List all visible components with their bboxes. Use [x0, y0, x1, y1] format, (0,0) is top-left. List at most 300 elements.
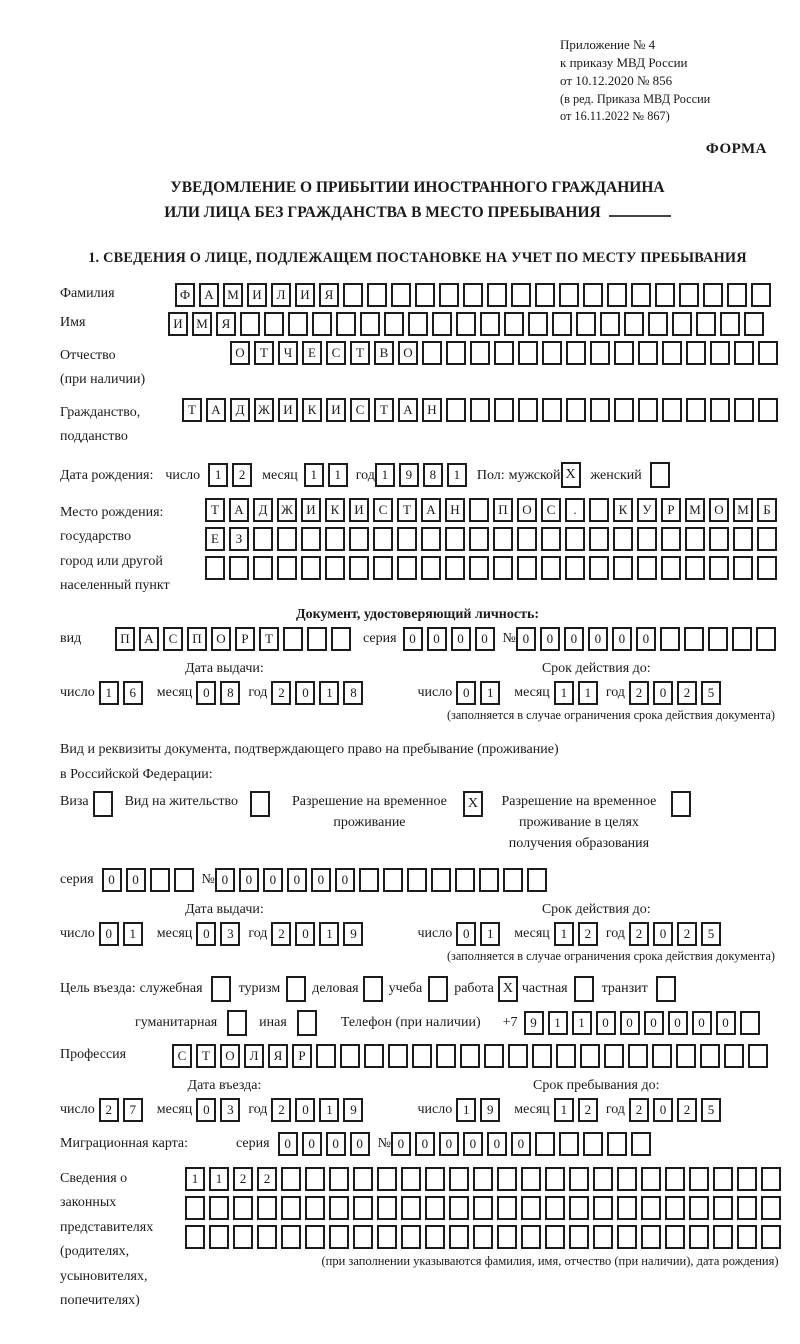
form-cell [493, 527, 513, 551]
form-cell: 9 [524, 1011, 544, 1035]
form-cell: 1 [185, 1167, 205, 1191]
identity-issued-heading: Дата выдачи: [185, 660, 264, 676]
form-cell: 1 [554, 922, 574, 946]
migration-number-label: № [377, 1135, 391, 1151]
form-cell: П [115, 627, 135, 651]
form-cell [641, 1225, 661, 1249]
form-cell: Т [205, 498, 225, 522]
form-cell: Т [196, 1044, 216, 1068]
form-cell [676, 1044, 696, 1068]
form-cell: 1 [304, 463, 324, 487]
form-cell [661, 527, 681, 551]
form-cell [600, 312, 620, 336]
form-cell: 0 [278, 1132, 298, 1156]
form-cell [518, 398, 538, 422]
form-cell [708, 627, 728, 651]
identity-number-label: № [502, 630, 516, 646]
form-cell: 0 [196, 681, 216, 705]
form-cell [185, 1225, 205, 1249]
citizenship-cells [182, 398, 782, 422]
form-cell: 0 [620, 1011, 640, 1035]
form-cell [233, 1225, 253, 1249]
form-cell [205, 556, 225, 580]
form-cell [710, 398, 730, 422]
form-cell [377, 1167, 397, 1191]
form-cell [497, 1167, 517, 1191]
form-cell [733, 527, 753, 551]
form-cell: 1 [208, 463, 228, 487]
form-cell: 5 [701, 1098, 721, 1122]
checkbox-temp-residence-education [671, 791, 691, 817]
surname-label: Фамилия [60, 285, 115, 301]
form-cell: 1 [447, 463, 467, 487]
form-cell [343, 283, 363, 307]
patronymic-label [60, 341, 230, 393]
form-cell [751, 283, 771, 307]
form-cell [709, 556, 729, 580]
form-cell: 2 [578, 1098, 598, 1122]
form-cell [257, 1196, 277, 1220]
day-label: число [60, 684, 95, 700]
form-cell [305, 1225, 325, 1249]
checkbox-other [297, 1010, 317, 1036]
stay-until-group [418, 1078, 776, 1122]
form-cell: 5 [701, 681, 721, 705]
temp-residence-education-label: Разрешение на временное проживание в целях получения образования [501, 793, 657, 851]
form-cell: П [493, 498, 513, 522]
form-cell: 3 [220, 922, 240, 946]
entry-date-group [60, 1078, 389, 1122]
form-cell [686, 398, 706, 422]
entry-dates-block [60, 1078, 775, 1122]
form-cell: 0 [668, 1011, 688, 1035]
form-cell [253, 556, 273, 580]
form-cell: 5 [701, 922, 721, 946]
form-cell [583, 1132, 603, 1156]
form-cell [737, 1225, 757, 1249]
form-cell [209, 1196, 229, 1220]
form-cell [614, 398, 634, 422]
residence-dates-note: (заполняется в случае ограничения срока действия документа) [446, 948, 775, 963]
form-cell: 0 [295, 922, 315, 946]
checkbox-official [211, 976, 231, 1002]
identity-number-cells [516, 627, 780, 651]
form-cell [541, 556, 561, 580]
residence-doc-line1: Вид и реквизиты документа, подтверждающего право на пребывание (проживание) [60, 741, 559, 757]
form-cell [185, 1196, 205, 1220]
birth-year-label: год [355, 468, 375, 484]
form-cell [545, 1225, 565, 1249]
form-cell [565, 527, 585, 551]
representatives-label [60, 1164, 185, 1314]
form-cell: К [302, 398, 322, 422]
day-label: число [417, 925, 453, 941]
form-cell [446, 398, 466, 422]
form-cell [494, 341, 514, 365]
form-cell: О [230, 341, 250, 365]
identity-doc-heading: Документ, удостоверяющий личность: [295, 606, 540, 622]
form-cell [253, 527, 273, 551]
form-cell: 0 [612, 627, 632, 651]
form-cell: 1 [123, 922, 143, 946]
given-name-row [60, 312, 775, 336]
form-cell: 1 [319, 922, 339, 946]
form-cell: 0 [239, 868, 259, 892]
form-cell: 0 [350, 1132, 370, 1156]
form-cell [655, 283, 675, 307]
form-cell [233, 1196, 253, 1220]
form-cell: П [187, 627, 207, 651]
representatives-row1-cells [185, 1167, 785, 1191]
legal-header [560, 36, 775, 125]
form-cell: Ф [175, 283, 195, 307]
form-cell: 2 [233, 1167, 253, 1191]
form-cell: О [517, 498, 537, 522]
form-cell: А [229, 498, 249, 522]
form-cell [689, 1196, 709, 1220]
form-cell [508, 1044, 528, 1068]
form-cell [412, 1044, 432, 1068]
form-cell: М [223, 283, 243, 307]
form-cell [617, 1196, 637, 1220]
representatives-block [60, 1164, 779, 1314]
form-cell: 6 [123, 681, 143, 705]
form-cell [397, 556, 417, 580]
form-cell [569, 1167, 589, 1191]
form-cell [624, 312, 644, 336]
year-label: год [605, 1101, 625, 1117]
option-visa [60, 791, 113, 817]
birth-day-label: число [165, 468, 201, 484]
header-line: от 10.12.2020 № 856 [560, 73, 673, 89]
form-cell [685, 556, 705, 580]
form-cell [662, 341, 682, 365]
identity-series-cells [403, 627, 499, 651]
form-cell [421, 527, 441, 551]
form-cell [463, 283, 483, 307]
form-cell [301, 527, 321, 551]
form-cell [689, 1167, 709, 1191]
form-cell [613, 527, 633, 551]
form-cell [727, 283, 747, 307]
form-cell: 2 [677, 681, 697, 705]
form-cell [445, 527, 465, 551]
residence-number-cells [215, 868, 551, 892]
form-cell [240, 312, 260, 336]
form-cell: 2 [677, 922, 697, 946]
month-label: месяц [156, 684, 193, 700]
form-cell [521, 1196, 541, 1220]
form-cell: 2 [271, 1098, 291, 1122]
form-cell [756, 627, 776, 651]
form-cell: И [295, 283, 315, 307]
form-cell: 0 [456, 681, 476, 705]
sex-label: Пол: [476, 468, 505, 484]
form-cell [150, 868, 170, 892]
year-label: год [605, 684, 625, 700]
form-cell [665, 1196, 685, 1220]
birth-place-label-line: государство [60, 529, 132, 545]
form-cell [257, 1225, 277, 1249]
migration-card-row [60, 1132, 775, 1156]
form-cell [661, 556, 681, 580]
residence-issued-year-cells [271, 922, 367, 946]
form-cell: 0 [326, 1132, 346, 1156]
purpose-study-label: учеба [388, 980, 423, 996]
form-cell [535, 1132, 555, 1156]
form-cell [397, 527, 417, 551]
visa-label: Виза [60, 793, 89, 809]
form-cell [744, 312, 764, 336]
purpose-work-label: работа [454, 980, 494, 996]
form-cell: 1 [209, 1167, 229, 1191]
checkbox-residence-permit [250, 791, 270, 817]
form-cell: 0 [335, 868, 355, 892]
form-cell [325, 527, 345, 551]
form-cell: 1 [328, 463, 348, 487]
form-cell [373, 527, 393, 551]
checkbox-humanitarian [227, 1010, 247, 1036]
checkbox-visa [93, 791, 113, 817]
form-cell [689, 1225, 709, 1249]
form-cell: 0 [427, 627, 447, 651]
form-cell: 0 [716, 1011, 736, 1035]
form-cell: М [192, 312, 212, 336]
form-cell [456, 312, 476, 336]
form-cell [569, 1225, 589, 1249]
form-cell [710, 341, 730, 365]
form-cell: Л [244, 1044, 264, 1068]
birth-place-label-line: город или другой [60, 553, 163, 569]
purpose-other-label: иная [259, 1014, 287, 1030]
form-cell [432, 312, 452, 336]
form-cell: З [229, 527, 249, 551]
form-cell [305, 1167, 325, 1191]
checkbox-transit [656, 976, 676, 1002]
form-cell: А [199, 283, 219, 307]
form-cell [631, 1132, 651, 1156]
purpose-tourism-label: туризм [238, 980, 281, 996]
form-cell: Е [205, 527, 225, 551]
identity-valid-month-cells [554, 681, 602, 705]
form-cell [589, 498, 609, 522]
form-cell [449, 1225, 469, 1249]
form-cell [732, 627, 752, 651]
form-cell [576, 312, 596, 336]
form-cell [331, 627, 351, 651]
identity-series-label: серия [363, 630, 397, 646]
form-cell [401, 1167, 421, 1191]
day-label: число [417, 684, 453, 700]
form-cell [469, 498, 489, 522]
form-cell [713, 1225, 733, 1249]
migration-series-cells [278, 1132, 374, 1156]
form-cell: О [220, 1044, 240, 1068]
sex-male-label: мужской [508, 468, 561, 484]
identity-dates-block [60, 661, 775, 723]
checkbox-business [363, 976, 383, 1002]
form-cell [559, 1132, 579, 1156]
form-cell [312, 312, 332, 336]
form-cell: 2 [629, 681, 649, 705]
form-cell [349, 527, 369, 551]
form-cell [401, 1225, 421, 1249]
form-cell [528, 312, 548, 336]
residence-valid-month-cells [554, 922, 602, 946]
residence-dates-block [60, 902, 775, 964]
header-line: (в ред. Приказа МВД России [560, 91, 711, 106]
form-cell [761, 1196, 781, 1220]
month-label: месяц [156, 925, 193, 941]
form-cell: К [613, 498, 633, 522]
form-cell [277, 556, 297, 580]
form-cell [590, 398, 610, 422]
purpose-official-label: служебная [139, 980, 203, 996]
citizenship-row [60, 398, 775, 450]
form-cell: А [421, 498, 441, 522]
residence-series-label: серия [60, 871, 94, 887]
representatives-row2-cells [185, 1196, 785, 1220]
form-cell [377, 1196, 397, 1220]
form-cell [700, 1044, 720, 1068]
form-cell [532, 1044, 552, 1068]
option-temp-residence-education [493, 791, 691, 854]
form-cell: 1 [480, 922, 500, 946]
citizenship-label-line1: Гражданство, [60, 404, 141, 420]
residence-series-cells [102, 868, 198, 892]
form-cell: 1 [548, 1011, 568, 1035]
checkbox-female [650, 462, 670, 488]
entry-month-cells [196, 1098, 244, 1122]
form-cell [469, 556, 489, 580]
checkbox-study [428, 976, 448, 1002]
form-cell [422, 341, 442, 365]
form-cell [277, 527, 297, 551]
month-label: месяц [514, 1101, 550, 1117]
residence-issued-month-cells [196, 922, 244, 946]
form-label: ФОРМА [705, 140, 767, 157]
form-cell [497, 1225, 517, 1249]
form-cell [604, 1044, 624, 1068]
month-label: месяц [156, 1101, 193, 1117]
given-name-cells [168, 312, 768, 336]
form-cell [709, 527, 729, 551]
form-cell [455, 868, 475, 892]
form-cell: Т [182, 398, 202, 422]
form-cell [580, 1044, 600, 1068]
form-cell [617, 1225, 637, 1249]
birth-date-row [60, 462, 775, 488]
form-cell [566, 341, 586, 365]
birth-place-label-line: населенный пункт [60, 578, 170, 594]
birth-place-block [60, 498, 775, 599]
identity-valid-day-cells [456, 681, 504, 705]
identity-doc-row [60, 627, 775, 651]
form-cell: Ж [254, 398, 274, 422]
form-cell: 0 [564, 627, 584, 651]
profession-row [60, 1044, 775, 1068]
form-cell [316, 1044, 336, 1068]
residence-valid-year-cells [629, 922, 725, 946]
form-cell [648, 312, 668, 336]
form-cell [761, 1167, 781, 1191]
citizenship-label [60, 398, 182, 450]
checkbox-male: X [561, 462, 581, 488]
form-cell: Д [230, 398, 250, 422]
purpose-private-label: частная [521, 980, 568, 996]
month-label: месяц [514, 684, 550, 700]
form-cell: 8 [343, 681, 363, 705]
form-cell: Р [292, 1044, 312, 1068]
month-label: месяц [514, 925, 550, 941]
form-cell [589, 527, 609, 551]
given-name-label: Имя [60, 314, 86, 330]
form-cell [607, 283, 627, 307]
form-cell: 1 [456, 1098, 476, 1122]
form-cell [449, 1167, 469, 1191]
form-cell [283, 627, 303, 651]
purpose-business-label: деловая [312, 980, 359, 996]
form-cell [672, 312, 692, 336]
form-cell [494, 398, 514, 422]
checkbox-temp-residence: X [463, 791, 483, 817]
form-cell [336, 312, 356, 336]
form-cell: 2 [629, 1098, 649, 1122]
form-cell [545, 1167, 565, 1191]
sex-female-label: женский [590, 468, 642, 484]
form-cell [401, 1196, 421, 1220]
representatives-row3-cells [185, 1225, 785, 1249]
form-cell: И [301, 498, 321, 522]
form-cell [425, 1167, 445, 1191]
form-cell: Д [253, 498, 273, 522]
form-cell: Т [254, 341, 274, 365]
temp-residence-label: Разрешение на временное проживание [291, 793, 447, 830]
form-cell: 2 [629, 922, 649, 946]
form-cell: 1 [319, 681, 339, 705]
form-title-line2: ИЛИ ЛИЦА БЕЗ ГРАЖДАНСТВА В МЕСТО ПРЕБЫВАНИЯ [60, 201, 775, 226]
form-cell: Я [216, 312, 236, 336]
entry-day-cells [99, 1098, 147, 1122]
form-cell [589, 556, 609, 580]
form-cell: И [168, 312, 188, 336]
checkbox-private [574, 976, 594, 1002]
form-cell: Л [271, 283, 291, 307]
form-cell [662, 398, 682, 422]
form-cell [439, 283, 459, 307]
form-cell [607, 1132, 627, 1156]
migration-series-label: серия [236, 1135, 270, 1151]
form-cell [737, 1196, 757, 1220]
patronymic-cells [230, 341, 782, 365]
form-cell: 2 [257, 1167, 277, 1191]
option-residence-permit [125, 791, 270, 817]
form-cell [425, 1225, 445, 1249]
form-cell: 2 [232, 463, 252, 487]
form-cell: В [374, 341, 394, 365]
form-cell [613, 556, 633, 580]
checkbox-tourism [286, 976, 306, 1002]
migration-card-label: Миграционная карта: [60, 1135, 189, 1151]
form-cell: 0 [126, 868, 146, 892]
form-cell [737, 1167, 757, 1191]
residence-permit-label: Вид на жительство [124, 793, 238, 809]
stay-day-cells [456, 1098, 504, 1122]
form-cell: Я [268, 1044, 288, 1068]
identity-kind-label: вид [60, 630, 82, 646]
day-label: число [417, 1101, 453, 1117]
form-cell: С [541, 498, 561, 522]
